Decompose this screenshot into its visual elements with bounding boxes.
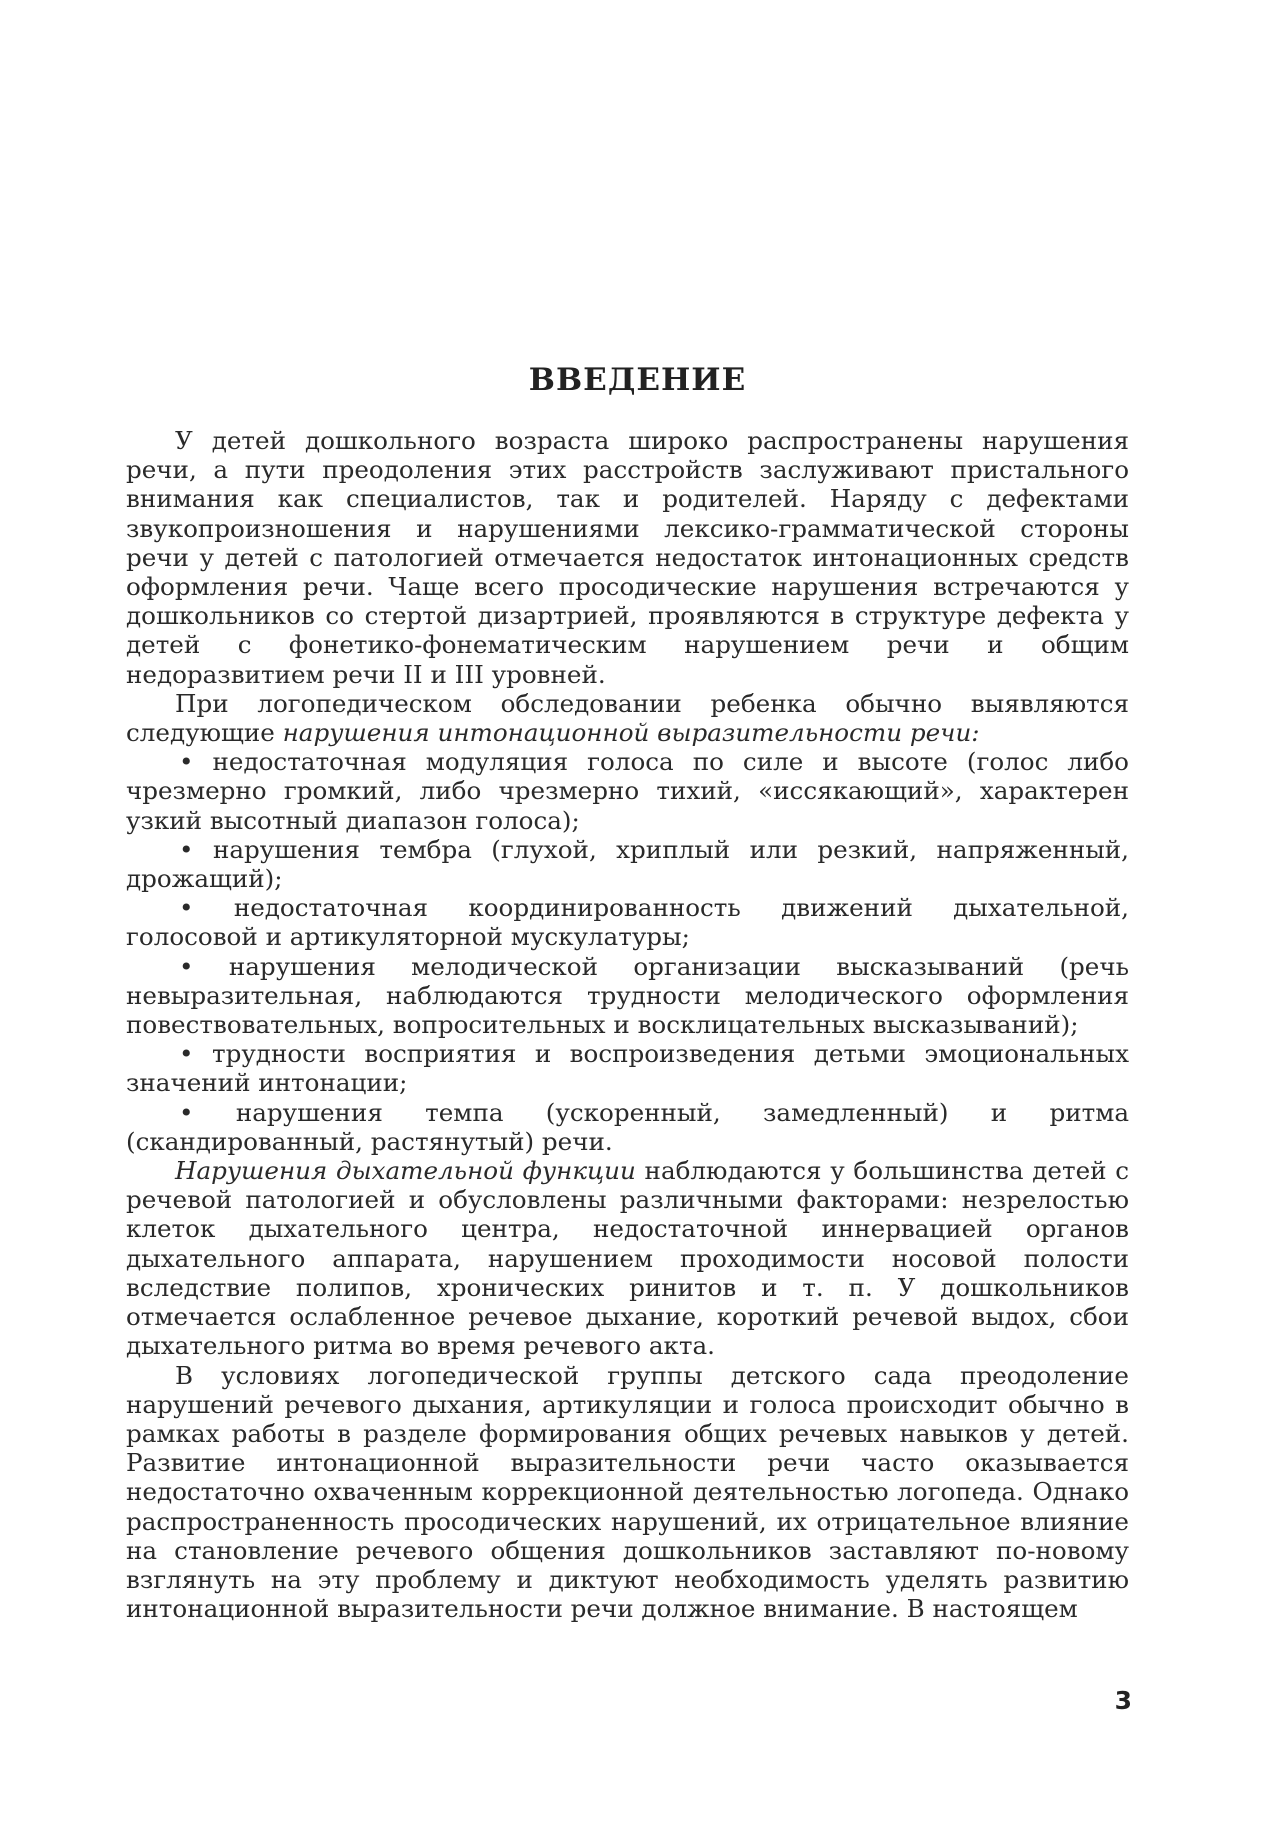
list-item-text: нарушения темпа (ускоренный, замедленный) и ритма (скандированный, растянутый) речи.	[126, 1097, 1129, 1156]
list-item	[126, 835, 1129, 893]
bullet-marker: •	[179, 951, 194, 981]
bullet-marker: •	[179, 1097, 194, 1127]
italic-term: нарушения интонационной выразительности речи:	[282, 718, 980, 748]
paragraph-kindergarten	[126, 1361, 1129, 1624]
bullet-marker: •	[179, 747, 194, 777]
list-item	[126, 893, 1129, 951]
paragraph-intro	[126, 426, 1129, 689]
bullet-marker: •	[179, 834, 194, 864]
paragraph-text: При логопедическом обследовании ребенка обычно выявляются следующие	[126, 688, 1129, 748]
list-item-text: нарушения мелодической организации высказываний (речь невыразительная, наблюдаются трудности мелодического оформления повествовательных, вопросительных и восклицательных высказываний);	[126, 951, 1129, 1040]
list-item	[126, 952, 1129, 1040]
paragraph-examination	[126, 689, 1129, 747]
italic-term: Нарушения дыхательной функции	[175, 1156, 636, 1186]
list-item-text: недостаточная модуляция голоса по силе и высоте (голос либо чрезмерно громкий, либо чрезмерно тихий, «иссякающий», характерен узкий высотный диапазон голоса);	[126, 747, 1129, 835]
paragraph-breathing	[126, 1156, 1129, 1360]
list-item-text: недостаточная координированность движений дыхательной, голосовой и артикуляторной мускулатуры;	[126, 893, 1129, 952]
list-item-text: нарушения тембра (глухой, хриплый или резкий, напряженный, дрожащий);	[126, 834, 1129, 894]
paragraph-text: У детей дошкольного возраста широко распространены нарушения речи, а пути преодоления этих расстройств заслуживают пристального внимания как специалистов, так и родителей. Наряду с дефектами звукопроизношения и нарушениями лексико-грамматической стороны речи у детей с патологией отмечается недостаток интонационных средств оформления речи. Чаще всего просодические нарушения встречаются у дошкольников со стертой дизартрией, проявляются в структуре дефекта у детей с фонетико-фонематическим нарушением речи и общим недоразвитием речи II и III уровней.	[126, 426, 1129, 689]
paragraph-text: В условиях логопедической группы детского сада преодоление нарушений речевого дыхания, артикуляции и голоса происходит обычно в рамках работы в разделе формирования общих речевых навыков у детей. Развитие интонационной выразительности речи часто оказывается недостаточно охваченным коррекционной деятельностью логопеда. Однако распространенность просодических нарушений, их отрицательное влияние на становление речевого общения дошкольников заставляют по-новому взглянуть на эту проблему и диктуют необходимость уделять развитию интонационной выразительности речи должное внимание. В настоящем	[126, 1360, 1129, 1624]
chapter-title: ВВЕДЕНИЕ	[528, 362, 747, 398]
list-item-text: трудности восприятия и воспроизведения детьми эмоциональных значений интонации;	[126, 1039, 1129, 1098]
body-text	[126, 426, 1129, 1623]
bullet-marker: •	[179, 893, 194, 923]
list-item	[126, 1098, 1129, 1156]
paragraph-text: наблюдаются у большинства детей с речевой патологией и обусловлены различными факторами: незрелостью клеток дыхательного центра, недостаточной иннервацией органов дыхательного аппарата, нарушением проходимости носовой полости вследствие полипов, хронических ринитов и т. п. У дошкольников отмечается ослабленное речевое дыхание, короткий речевой выдох, сбои дыхательного ритма во время речевого акта.	[126, 1156, 1129, 1361]
page-number: 3	[1114, 1686, 1132, 1715]
bullet-marker: •	[179, 1039, 194, 1069]
list-item	[126, 747, 1129, 835]
list-item	[126, 1039, 1129, 1097]
